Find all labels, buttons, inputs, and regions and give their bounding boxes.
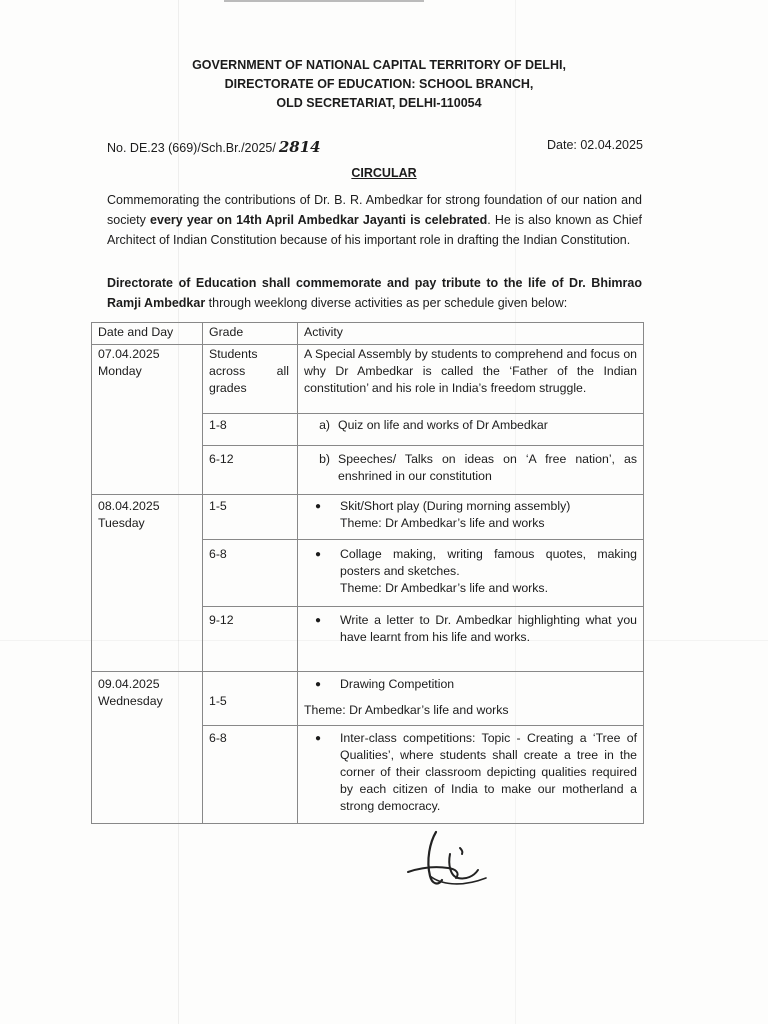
list-item: [304, 730, 637, 815]
grade-cell: 1-8: [203, 414, 298, 446]
activity-text: Drawing Competition: [340, 677, 455, 691]
activity-text: Collage making, writing famous quotes, making posters and sketches.: [340, 547, 637, 578]
bullet-icon: ●: [314, 733, 322, 744]
reference-number: [107, 138, 321, 156]
table-row: [92, 345, 644, 414]
intro-text-end: . He is also known as Chief Architect of Indian Constitution because of his important role in drafting the Indian Constitution.: [107, 213, 642, 247]
date-value: 08.04.2025: [98, 499, 160, 513]
intro-bold-text: every year on 14th April Ambedkar Jayanti is celebrated: [150, 213, 488, 227]
list-item: [304, 676, 637, 693]
signature-icon: [400, 826, 510, 896]
bullet-icon: ●: [314, 615, 322, 626]
letterhead-line-1: GOVERNMENT OF NATIONAL CAPITAL TERRITORY OF DELHI,: [192, 58, 566, 72]
activity-cell: [298, 607, 644, 672]
activity-cell: [298, 414, 644, 446]
date-day-cell: [92, 495, 203, 672]
activity-cell: [298, 446, 644, 495]
theme-text: Theme: Dr Ambedkar’s life and works: [304, 703, 509, 717]
table-header-row: [92, 323, 644, 345]
schedule-bold-text: Directorate of Education shall commemorate and pay tribute to the life of Dr. Bhimrao Ramji Ambedkar: [107, 276, 642, 310]
activity-text: Write a letter to Dr. Ambedkar highlighting what you have learnt from his life and works.: [340, 613, 637, 644]
circular-title: CIRCULAR: [351, 166, 417, 180]
intro-paragraph: [107, 190, 642, 250]
date-day-cell: [92, 672, 203, 824]
list-item: [304, 612, 637, 646]
schedule-table: [91, 322, 644, 824]
date-value: 09.04.2025: [98, 677, 160, 691]
activity-cell: [298, 540, 644, 607]
scan-mark: [224, 0, 424, 2]
letterhead-line-2: DIRECTORATE OF EDUCATION: SCHOOL BRANCH,: [224, 77, 534, 91]
bullet-icon: ●: [314, 549, 322, 560]
letterhead: [0, 56, 768, 113]
list-item: [304, 498, 637, 515]
table-row: [92, 672, 644, 726]
activity-text: Skit/Short play (During morning assembly): [340, 499, 571, 513]
list-item: [304, 451, 637, 485]
header-date-day: Date and Day: [92, 323, 203, 345]
circular-date: Date: 02.04.2025: [547, 138, 643, 152]
grade-cell: 6-8: [203, 540, 298, 607]
theme-text: Theme: Dr Ambedkar’s life and works: [340, 516, 545, 530]
circular-title-wrap: [0, 166, 768, 180]
theme-text: Theme: Dr Ambedkar’s life and works.: [340, 581, 548, 595]
day-value: Wednesday: [98, 694, 163, 708]
list-marker: b): [319, 452, 330, 466]
activity-cell: [298, 672, 644, 726]
day-value: Monday: [98, 364, 142, 378]
activity-text: Inter-class competitions: Topic - Creating a ‘Tree of Qualities’, where students shall create a tree in the corner of their classroom depicting qualities required by each citizen of India to make our motherland a strong democracy.: [340, 731, 637, 813]
schedule-text: through weeklong diverse activities as per schedule given below:: [205, 296, 568, 310]
list-item: [304, 546, 637, 580]
letterhead-line-3: OLD SECRETARIAT, DELHI-110054: [276, 96, 482, 110]
activity-text: Quiz on life and works of Dr Ambedkar: [338, 418, 548, 432]
grade-cell: 6-8: [203, 726, 298, 824]
grade-cell: 1-5: [203, 495, 298, 540]
activity-cell: A Special Assembly by students to comprehend and focus on why Dr Ambedkar is called the ‘Father of the Indian constitution’ and his role in India’s freedom struggle.: [298, 345, 644, 414]
activity-text: Speeches/ Talks on ideas on ‘A free nation’, as enshrined in our constitution: [338, 452, 637, 483]
grade-cell: 1-5: [203, 672, 298, 726]
day-value: Tuesday: [98, 516, 145, 530]
intro-text: Commemorating the contributions of Dr. B. R. Ambedkar for strong foundation of our nation and society: [107, 193, 642, 227]
bullet-icon: ●: [314, 501, 322, 512]
date-day-cell: [92, 345, 203, 495]
schedule-paragraph: [107, 273, 642, 313]
grade-cell: Students across all grades: [203, 345, 298, 414]
activity-cell: [298, 495, 644, 540]
activity-cell: [298, 726, 644, 824]
grade-cell: 9-12: [203, 607, 298, 672]
grade-cell: 6-12: [203, 446, 298, 495]
header-activity: Activity: [298, 323, 644, 345]
header-grade: Grade: [203, 323, 298, 345]
list-item: [304, 417, 637, 434]
bullet-icon: ●: [314, 679, 322, 690]
list-marker: a): [319, 418, 330, 432]
handwritten-number: 2814: [278, 138, 321, 156]
date-value: 07.04.2025: [98, 347, 160, 361]
reference-text: No. DE.23 (669)/Sch.Br./2025/: [107, 141, 276, 155]
table-row: [92, 495, 644, 540]
